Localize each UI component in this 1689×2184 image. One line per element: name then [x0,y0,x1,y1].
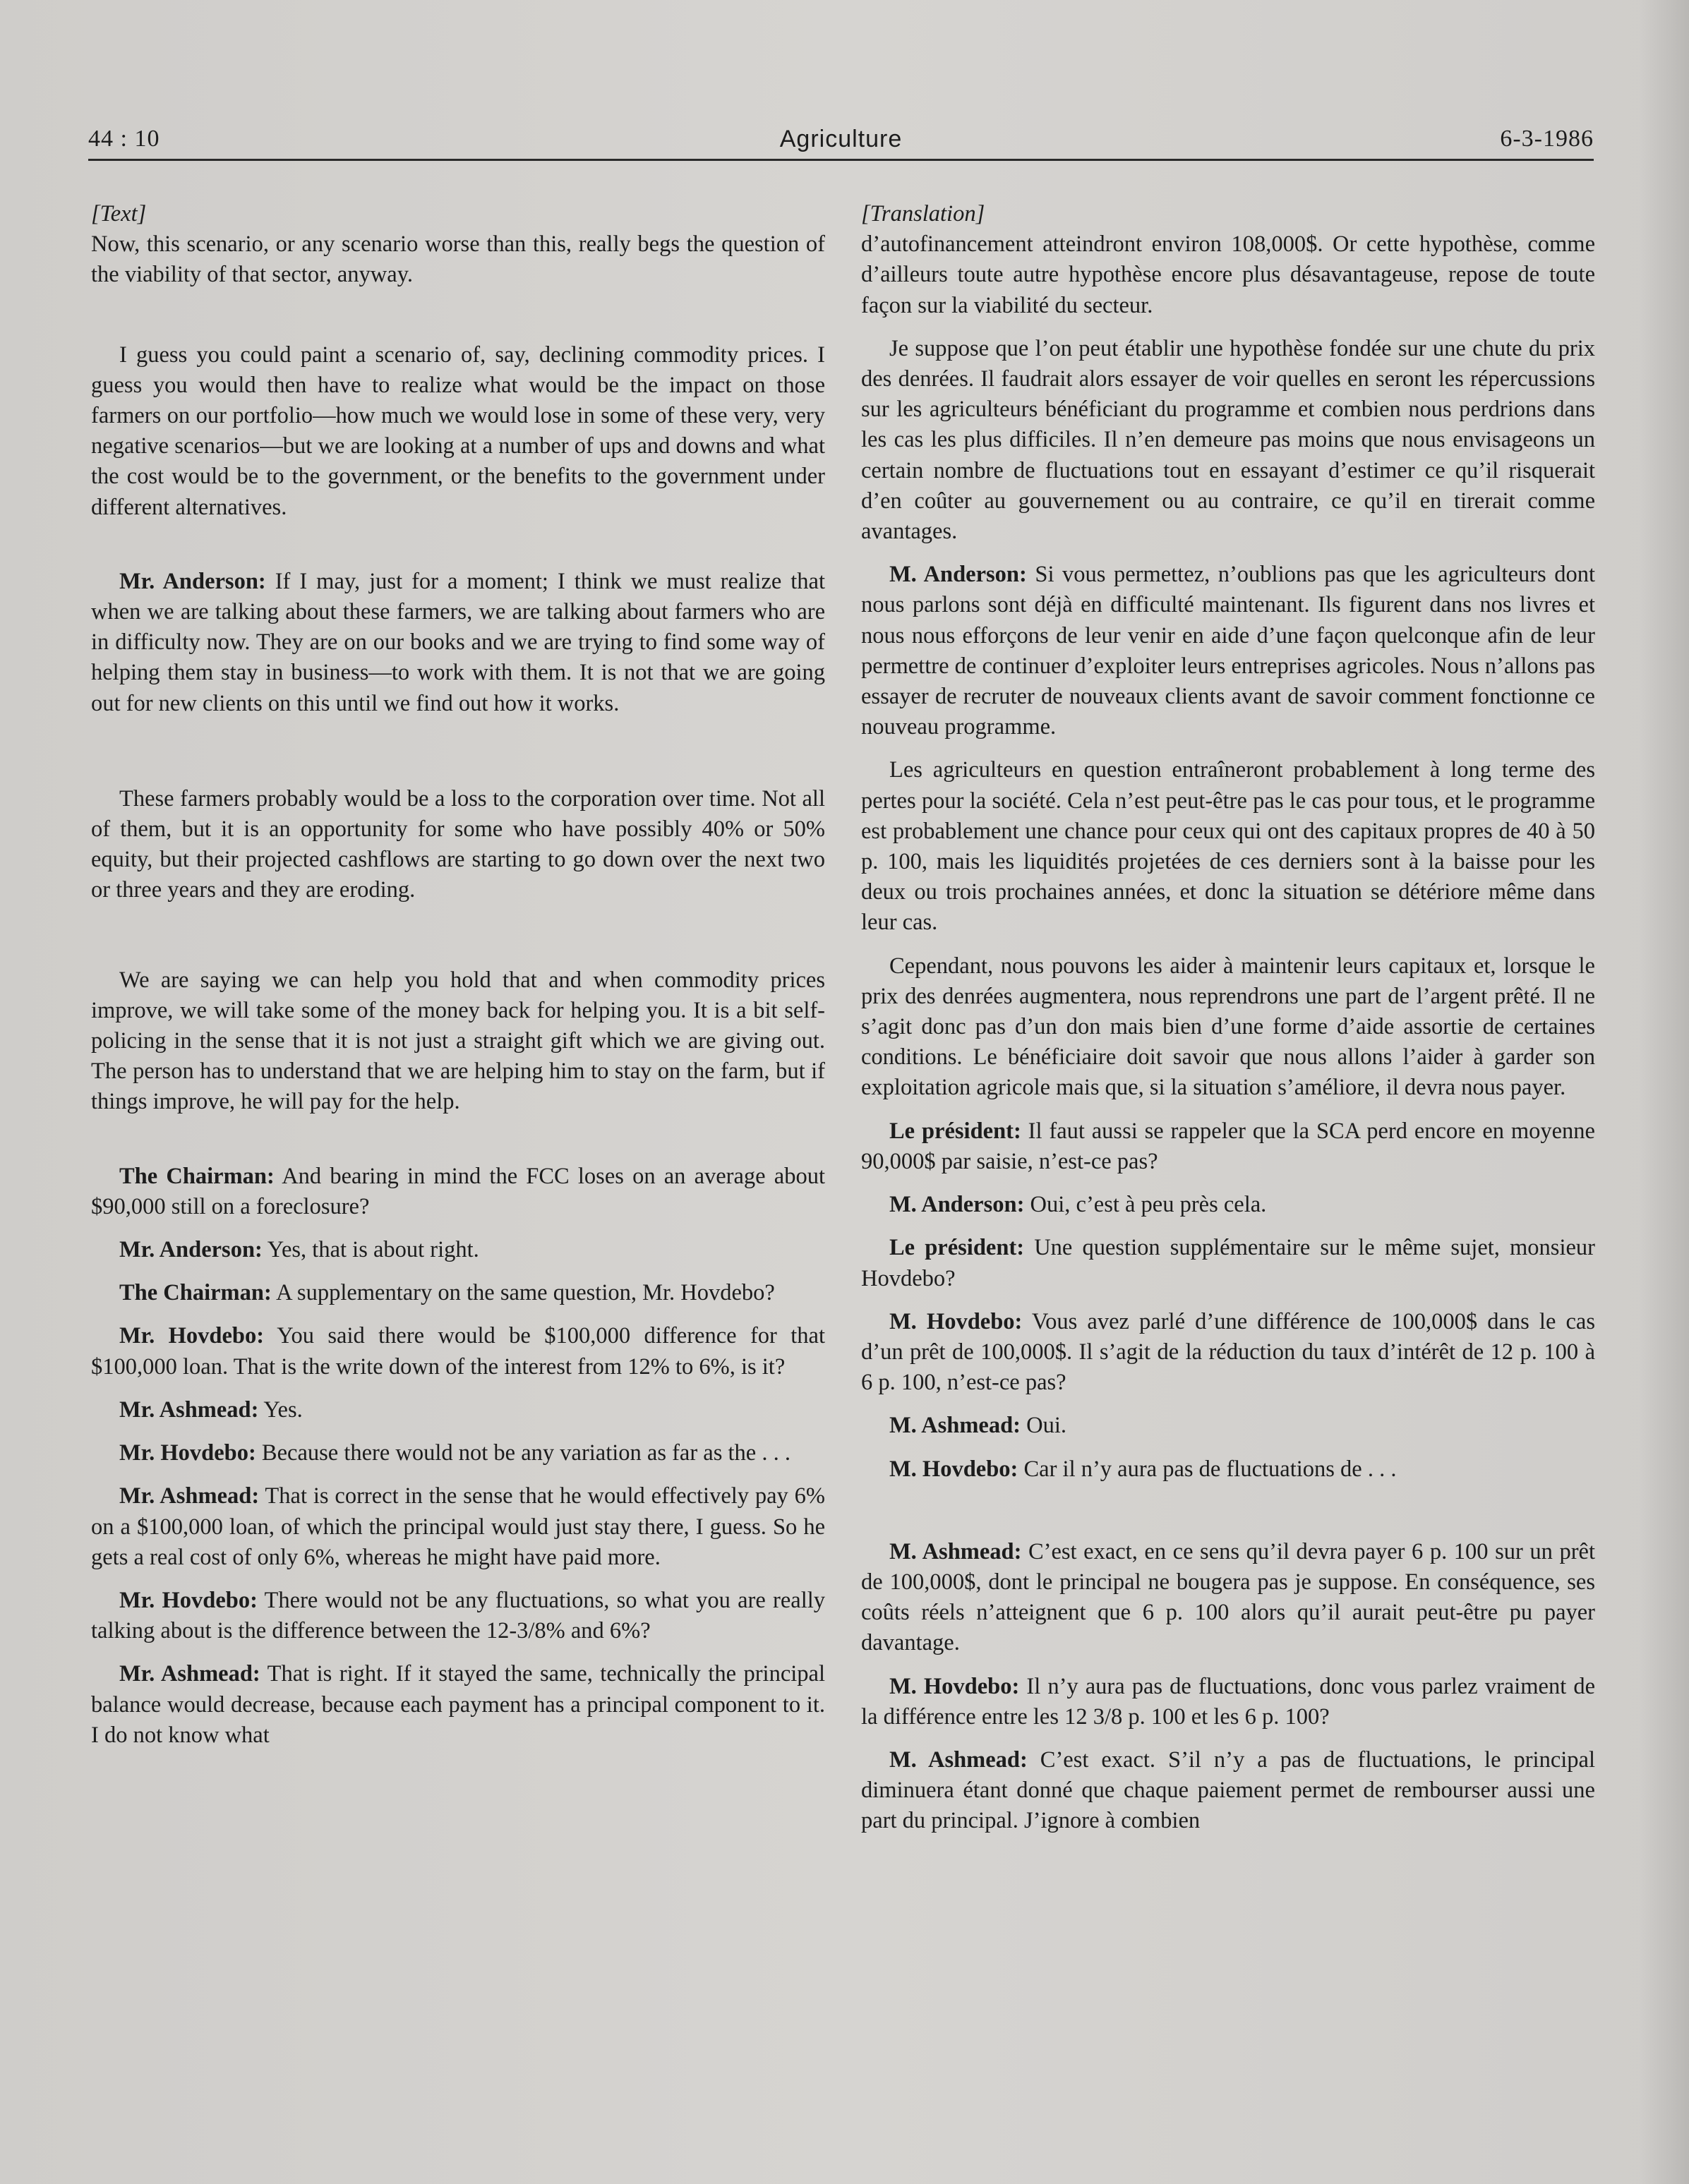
speaker-name: M. Hovdebo: [889,1308,1023,1334]
paragraph-text: C’est exact. S’il n’y a pas de fluctuations, le principal diminuera étant donné que chaque paiement permet de rembourser aussi une part du principal. J’ignore à combien [861,1746,1595,1834]
paragraph [861,1116,1595,1177]
column-label: [Text] [91,201,147,227]
speaker-name: M. Anderson: [889,1192,1025,1218]
speaker-name: Mr. Anderson: [119,568,266,594]
paragraph-text: If I may, just for a moment; I think we must realize that when we are talking about these farmers, we are talking about farmers who are in difficulty now. They are on our books and we are trying to find some way of helping them stay in business—to work with them. It is not that we are going out for new clients on this until we find out how it works. [91,568,825,716]
speaker-name: The Chairman: [119,1280,272,1306]
paragraph-text: There would not be any fluctuations, so what you are really talking about is the difference between the 12-3/8% and 6%? [91,1587,826,1644]
running-title: Agriculture [779,126,903,152]
paragraph [91,965,825,1118]
page-date: 6-3-1986 [1500,126,1594,152]
paragraph [861,1233,1595,1293]
page-header [88,126,1594,161]
paragraph-text: Yes, that is about right. [262,1237,479,1263]
paragraph [91,1278,825,1308]
paragraph-text: A supplementary on the same question, Mr. Hovdebo? [271,1280,775,1306]
paragraph [861,1672,1595,1732]
paragraph-text: We are saying we can help you hold that and when commodity prices improve, we will take some of the money back for helping you. It is a bit self-policing in the sense that it is not just a straight gift which we are giving out. The person has to understand that we are helping him to stay on the farm, but if things improve, he will pay for the help. [91,967,825,1115]
speaker-name: Mr. Hovdebo: [119,1587,258,1613]
paragraph-text: Une question supplémentaire sur le même sujet, monsieur Hovdebo? [861,1235,1595,1291]
paragraph-text: Il n’y aura pas de fluctuations, donc vous parlez vraiment de la différence entre les 12 3/8 p. 100 et les 6 p. 100? [861,1673,1595,1730]
paragraph [861,229,1595,321]
paragraph-text: Because there would not be any variation as far as the . . . [256,1440,791,1466]
paragraph-text: Oui. [1020,1413,1066,1439]
paragraph-text: Je suppose que l’on peut établir une hypothèse fondée sur une chute du prix des denrées. Il faudrait alors essayer de voir quelles en seront les répercussions sur les agriculteurs bénéficiant du programme et combien nous perdrions dans les cas les plus difficiles. Il n’en demeure pas moins que nous envisageons un certain nombre de fluctuations tout en essayant d’estimer ce qu’il risquerait d’en coûter au gouvernement ou au contraire, ce qu’il en tirerait comme avantages. [861,335,1595,545]
speaker-name: M. Ashmead: [889,1538,1022,1564]
speaker-name: M. Hovdebo: [889,1456,1018,1482]
paragraph [91,1321,825,1382]
paragraph [91,1586,825,1646]
speaker-name: Le président: [889,1235,1025,1261]
paragraph [861,1454,1595,1485]
paragraph-text: That is right. If it stayed the same, technically the principal balance would decrease, because each payment has a principal component to it. I do not know what [91,1661,825,1748]
paragraph-text: That is correct in the sense that he would effectively pay 6% on a $100,000 loan, of which the principal would just stay there, I guess. So he gets a real cost of only 6%, whereas he might have paid more. [91,1483,825,1570]
paragraph-text: Il faut aussi se rappeler que la SCA perd encore en moyenne 90,000$ par saisie, n’est-ce pas? [861,1118,1595,1174]
paragraph-text: Si vous permettez, n’oublions pas que les agriculteurs dont nous parlons sont déjà en difficulté maintenant. Ils figurent dans nos livres et nous nous efforçons de leur venir en aide d’une façon quelconque afin de leur permettre de continuer d’exploiter leurs entreprises agricoles. Nous n’allons pas essayer de recruter de nouveaux clients avant de savoir comment fonctionne ce nouveau programme. [861,562,1595,740]
speaker-name: Mr. Ashmead: [119,1661,260,1687]
paragraph [91,229,825,290]
paragraph-text: Yes. [258,1396,303,1423]
speaker-name: Mr. Hovdebo: [119,1440,256,1466]
paragraph [91,1659,825,1751]
paragraph [861,1307,1595,1399]
paragraph-text: These farmers probably would be a loss to the corporation over time. Not all of them, but it is an opportunity for some who have possibly 40% or 50% equity, but their projected cashflows are starting to go down over the next two or three years and they are eroding. [91,785,825,903]
speaker-name: Mr. Hovdebo: [119,1323,265,1349]
paragraph [91,1481,825,1573]
paragraph-text: Cependant, nous pouvons les aider à maintenir leurs capitaux et, lorsque le prix des denrées augmentera, nous reprendrons une part de l’argent prêté. Il ne s’agit donc pas d’un don mais bien d’une forme d’aide assortie de certaines conditions. Le bénéficiaire doit savoir que nous allons l’aider à garder son exploitation agricole mais que, si la situation s’améliore, il devra nous payer. [861,953,1595,1101]
paragraph [91,1395,825,1425]
speaker-name: M. Anderson: [889,562,1027,588]
paragraph [91,1235,825,1265]
paragraph [91,567,825,719]
paragraph-text: And bearing in mind the FCC loses on an average about $90,000 still on a foreclosure? [91,1163,825,1219]
paragraph [91,340,825,523]
english-column [91,199,825,1763]
paragraph-text: C’est exact, en ce sens qu’il devra payer 6 p. 100 sur un prêt de 100,000$, dont le principal ne bougera pas je suppose. En conséquence, ses coûts réels n’atteignent que 6 p. 100 alors qu’il aurait peut-être pu payer davantage. [861,1538,1595,1656]
paragraph-text: You said there would be $100,000 difference for that $100,000 loan. That is the write down of the interest from 12% to 6%, is it? [91,1323,826,1380]
paragraph-text: Les agriculteurs en question entraîneront probablement à long terme des pertes pour la société. Cela n’est peut-être pas le cas pour tous, et le programme est probablement une chance pour ceux qui ont des capitaux propres de 40 à 50 p. 100, mais les liquidités projetées de ces derniers sont à la baisse pour les deux ou trois prochaines années, et donc la situation se détériore même dans leur cas. [861,757,1595,936]
speaker-name: M. Ashmead: [889,1746,1028,1773]
paragraph-text: I guess you could paint a scenario of, say, declining commodity prices. I guess you would then have to realize what would be the impact on those farmers on our portfolio—how much we would lose in some of these very, very negative scenarios—but we are looking at a number of ups and downs and what the cost would be to the government, or the benefits to the government under different alternatives. [91,342,825,520]
header-rule [88,159,1594,161]
paragraph-text: d’autofinancement atteindront environ 108,000$. Or cette hypothèse, comme d’ailleurs toute autre hypothèse encore plus désavantageuse, repose de toute façon sur la viabilité du secteur. [861,231,1595,318]
paragraph [91,1438,825,1468]
paragraph [861,1190,1595,1220]
paragraph-text: Oui, c’est à peu près cela. [1024,1192,1267,1218]
speaker-name: The Chairman: [119,1163,275,1189]
paragraph [91,784,825,906]
column-label: [Translation] [861,201,985,227]
paragraph [861,951,1595,1104]
speaker-name: Mr. Ashmead: [119,1483,260,1509]
paragraph [861,1745,1595,1837]
paragraph [91,1162,825,1222]
paragraph-text: Car il n’y aura pas de fluctuations de . . . [1018,1456,1397,1482]
page-edge-shadow [1640,0,1689,2184]
paragraph-text: Vous avez parlé d’une différence de 100,000$ dans le cas d’un prêt de 100,000$. Il s’agit de la réduction du taux d’intérêt de 12 p. 100 à 6 p. 100, n’est-ce pas? [861,1308,1595,1396]
speaker-name: M. Hovdebo: [889,1673,1020,1699]
paragraph-text: Now, this scenario, or any scenario worse than this, really begs the question of the viability of that sector, anyway. [91,231,825,288]
paragraph [861,334,1595,547]
speaker-name: Le président: [889,1118,1021,1144]
speaker-name: Mr. Ashmead: [119,1396,259,1423]
paragraph [861,1537,1595,1659]
paragraph [861,755,1595,938]
speaker-name: Mr. Anderson: [119,1237,263,1263]
speaker-name: M. Ashmead: [889,1413,1021,1439]
paragraph [861,1411,1595,1441]
french-column [861,199,1595,1850]
paragraph [861,560,1595,742]
page-number: 44 : 10 [88,126,160,152]
